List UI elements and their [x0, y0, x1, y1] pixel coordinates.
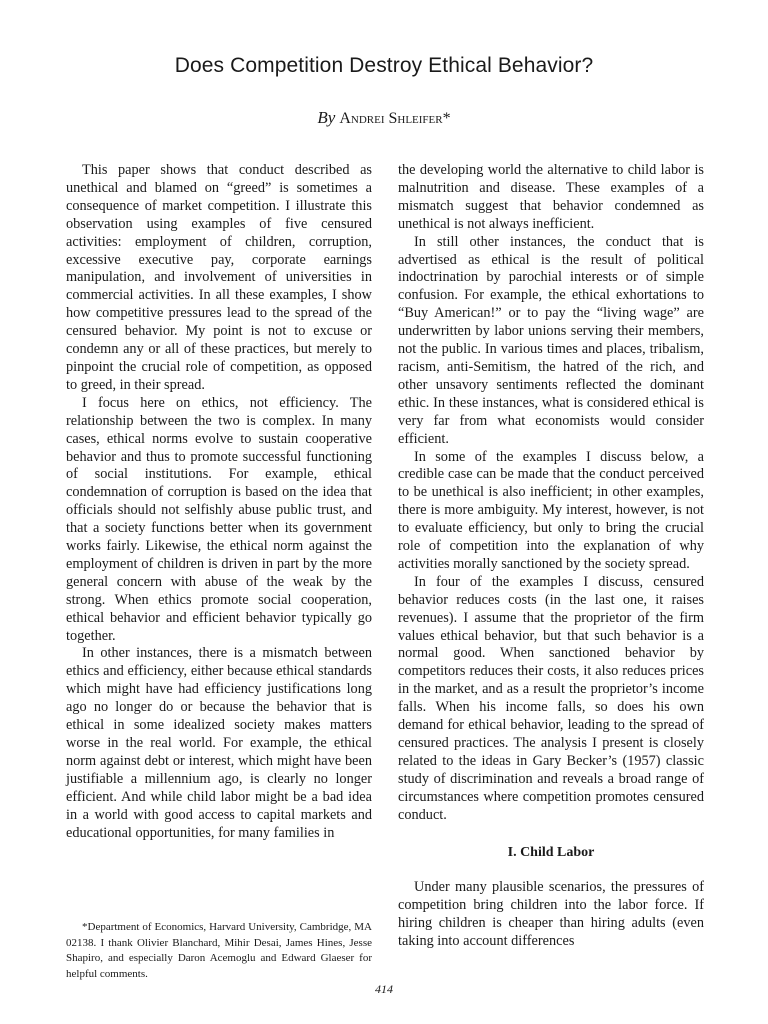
article-title: Does Competition Destroy Ethical Behavior?	[174, 54, 594, 77]
paragraph: In other instances, there is a mismatch between ethics and efficiency, either because ethical standards which might have had efficiency justifications long ago no longer do or because the behavior that is ethical in some idealized society makes matters worse in the real world. For example, the ethical norm against debt or interest, which might have been justifiable a millennium ago, is clearly no longer efficient. And while child labor might be a bad idea in a world with good access to capital markets and educational opportunities, for many families in	[66, 645, 372, 841]
byline-prefix: By	[317, 108, 336, 127]
paragraph: I focus here on ethics, not efficiency. The relationship between the two is complex. In many cases, ethical norms evolve to sustain cooperative behavior and thus to promote successful functioning of social institutions. For example, ethical condemnation of corruption is based on the idea that officials should not selfishly abuse public trust, and that a society functions better when its government works fairly. Likewise, the ethical norm against the employment of children is driven in part by the more general concern with abuse of the weak by the strong. When ethics promote social cooperation, ethical behavior and efficient behavior typically go together.	[66, 394, 372, 644]
paragraph: In four of the examples I discuss, censured behavior reduces costs (in the last one, it raises revenues). I assume that the proprietor of the firm values ethical behavior, but that such behavior is a normal good. When sanctioned behavior by competitors reduces their costs, it also reduces prices in the market, and as a result the proprietor’s income falls. When his income falls, so does his own demand for ethical behavior, leading to the spread of censured practices. The analysis I present is closely related to the ideas in Gary Becker’s (1957) classic study of discrimination and reveals a broad range of circumstances where competition promotes censured conduct.	[398, 573, 704, 823]
paragraph: Under many plausible scenarios, the pressures of competition bring children into the labor force. If hiring children is cheaper than hiring adults (even taking into account differences	[398, 879, 704, 950]
right-column	[398, 162, 704, 951]
paragraph: In still other instances, the conduct that is advertised as ethical is the result of political indoctrination by parochial interests or of simple confusion. For example, the ethical exhortations to “Buy American!” or to pay the “living wage” are underwritten by labor unions serving their members, not the public. In various times and places, tribalism, racism, anti-Semitism, the hatred of the rich, and other unsavory sentiments reflected the dominant ethic. In these instances, what is considered ethical is very far from what economists would consider efficient.	[398, 233, 704, 447]
author-name: Andrei Shleifer*	[339, 110, 451, 127]
paragraph: the developing world the alternative to child labor is malnutrition and disease. These examples of a mismatch suggest that behavior condemned as unethical is not always inefficient.	[398, 162, 704, 232]
byline	[0, 108, 768, 128]
paragraph: In some of the examples I discuss below, a credible case can be made that the conduct perceived to be unethical is also inefficient; in other examples, there is more ambiguity. My interest, however, is not to evaluate efficiency, but only to bring the crucial role of competition into the explanation of why activities morally sanctioned by the society spread.	[398, 448, 704, 572]
left-column	[66, 162, 372, 842]
paragraph: This paper shows that conduct described as unethical and blamed on “greed” is sometimes a consequence of market competition. I illustrate this observation using examples of five censured activities: employment of children, corruption, excessive executive pay, corporate earnings manipulation, and involvement of universities in commercial activities. In all these examples, I show how competitive pressures lead to the spread of the censured behavior. My point is not to excuse or condemn any or all of these practices, but merely to pinpoint the crucial role of competition, as opposed to greed, in their spread.	[66, 162, 372, 393]
section-heading: I. Child Labor	[507, 844, 595, 860]
footnote: *Department of Economics, Harvard University, Cambridge, MA 02138. I thank Olivier Blanchard, Mihir Desai, James Hines, Jesse Shapiro, and especially Daron Acemoglu and Edward Glaeser for helpful comments.	[66, 921, 372, 980]
page-number: 414	[375, 982, 393, 996]
